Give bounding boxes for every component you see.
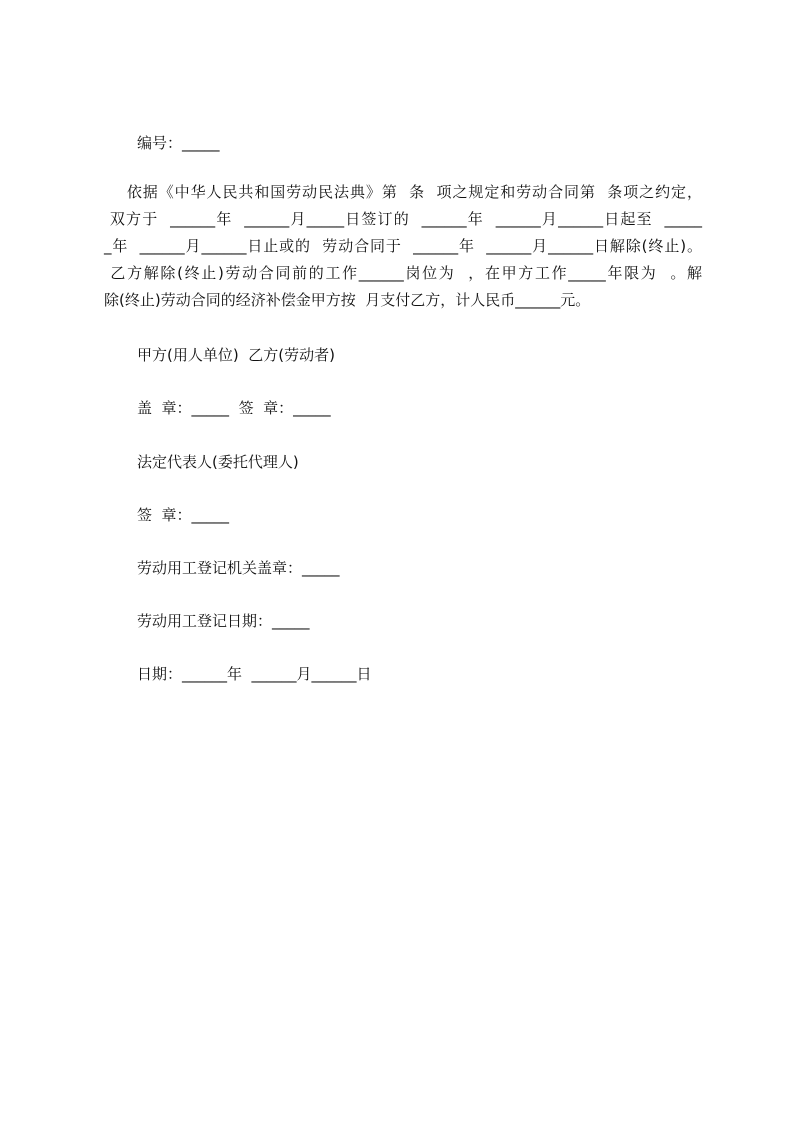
registry-seal-line: 劳动用工登记机关盖章：_____	[137, 559, 340, 577]
paragraph-line: 乙方解除(终止)劳动合同前的工作______岗位为 ，在甲方工作_____年限为 。解	[104, 264, 702, 282]
signature-line: 签 章：_____	[137, 506, 230, 524]
parties-line: 甲方(用人单位) 乙方(劳动者)	[137, 346, 335, 364]
paragraph-line: 双方于 ______年 ______月_____日签订的 ______年 ______月______日起至 _____	[104, 210, 702, 228]
termination-paragraph	[104, 182, 702, 317]
legal-representative-line: 法定代表人(委托代理人)	[137, 453, 299, 471]
paragraph-line: 除(终止)劳动合同的经济补偿金甲方按 月支付乙方，计人民币______元。	[104, 291, 591, 309]
paragraph-line: _年 ______月______日止或的 劳动合同于 ______年 ______月______日解除(终止)。	[104, 237, 702, 255]
contract-number: 编号：_____	[137, 134, 220, 152]
seal-line: 盖 章：_____ 签 章：_____	[137, 399, 331, 417]
date-line: 日期：______年 ______月______日	[137, 665, 372, 683]
registry-date-line: 劳动用工登记日期：_____	[137, 612, 310, 630]
paragraph-line: 依据《中华人民共和国劳动民法典》第 条 项之规定和劳动合同第 条项之约定，	[104, 183, 702, 201]
